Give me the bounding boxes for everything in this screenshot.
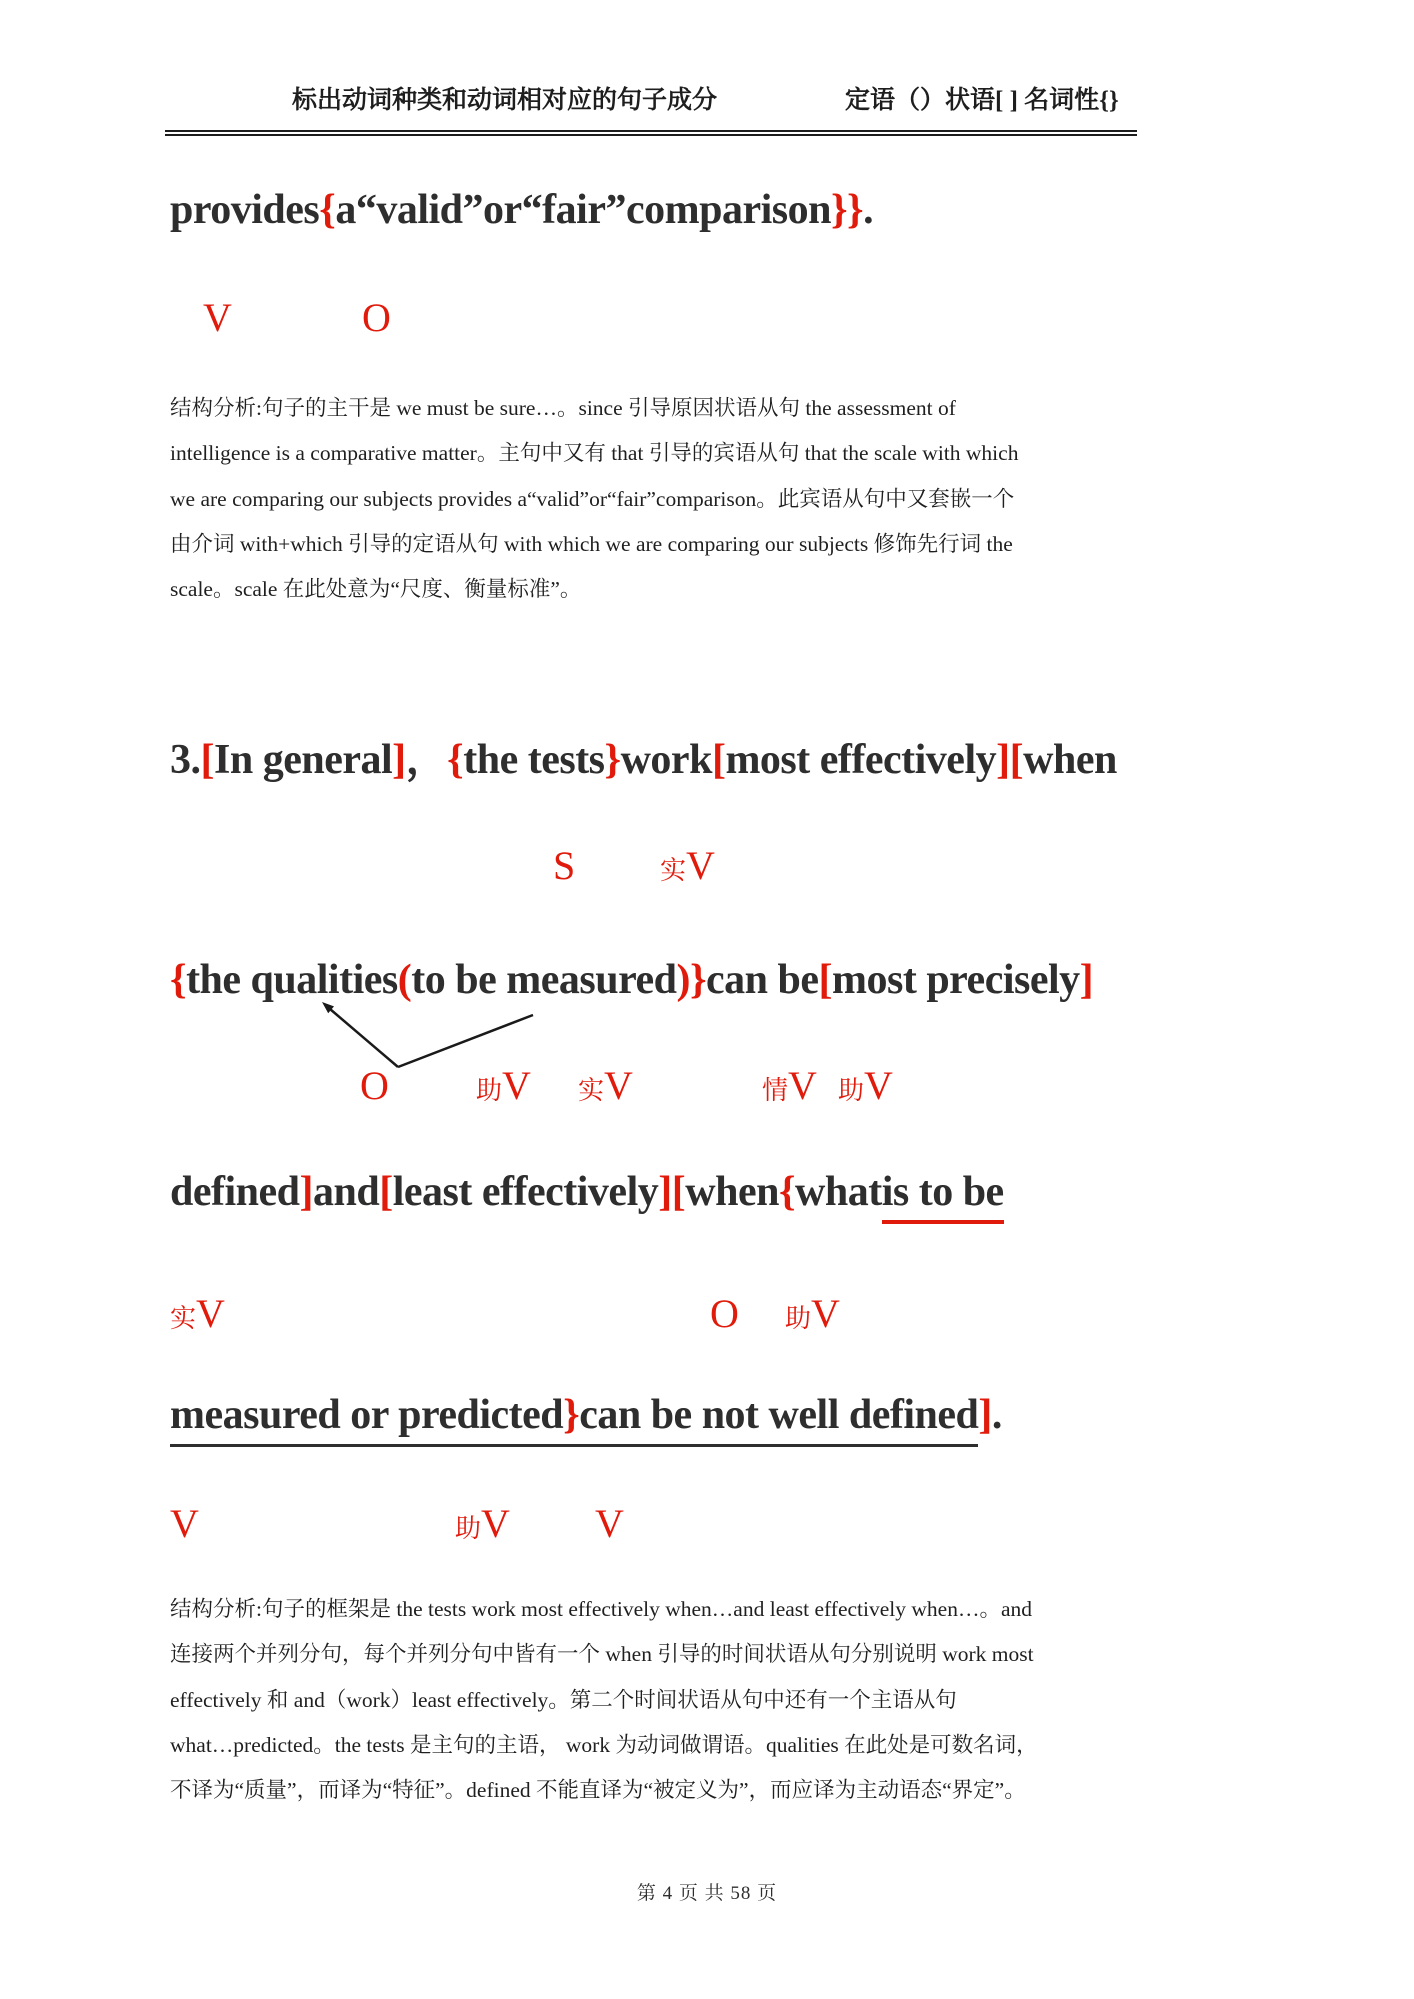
token: [ <box>671 1169 686 1215</box>
token: . <box>863 187 874 233</box>
token: [ <box>1009 737 1024 783</box>
grammar-label <box>170 1502 199 1546</box>
analysis-line: 不译为“质量”，而译为“特征”。defined 不能直译为“被定义为”，而应译为主动语态“界定”。 <box>170 1778 1026 1803</box>
token: In general <box>214 737 393 783</box>
token: )} <box>676 957 706 1003</box>
token: ， <box>405 737 448 783</box>
label-cjk-char: 助 <box>455 1514 482 1543</box>
token: ( <box>397 957 412 1003</box>
label-letter: O <box>362 295 391 340</box>
token: { <box>778 1169 796 1215</box>
token: [ <box>711 737 726 783</box>
label-cjk-char: 实 <box>660 856 687 885</box>
analysis-paragraph-1 <box>170 386 1018 612</box>
token: the qualities <box>186 957 398 1003</box>
label-cjk-char: 情 <box>762 1076 789 1105</box>
grammar-label <box>838 1064 893 1113</box>
label-letter: S <box>553 843 576 888</box>
arrow-line-left <box>330 1009 398 1067</box>
analysis-line: 连接两个并列分句，每个并列分句中皆有一个 when 引导的时间状语从句分别说明 work most <box>170 1642 1034 1667</box>
label-letter: V <box>595 1501 624 1546</box>
label-cjk-char: 助 <box>838 1076 865 1105</box>
token: ] <box>658 1169 672 1215</box>
token: and <box>313 1169 380 1215</box>
token: a“valid”or“fair”comparison <box>335 187 831 233</box>
grammar-label <box>710 1292 739 1336</box>
grammar-label <box>595 1502 624 1546</box>
grammar-label <box>203 296 232 340</box>
token: to be measured <box>411 957 677 1003</box>
label-letter: V <box>481 1501 510 1546</box>
grammar-labels-row-vo <box>0 296 1414 350</box>
label-letter: O <box>710 1291 739 1336</box>
grammar-label <box>578 1064 633 1113</box>
header-rule <box>165 130 1137 136</box>
token: when <box>1023 737 1117 783</box>
token: the tests <box>463 737 605 783</box>
analysis-line: 结构分析:句子的主干是 we must be sure…。since 引导原因状语从句 the assessment of <box>170 396 956 420</box>
grammar-label <box>660 844 715 893</box>
token: }} <box>830 187 864 233</box>
label-letter: V <box>203 295 232 340</box>
token: least effectively <box>392 1169 659 1215</box>
analysis-line: scale。scale 在此处意为“尺度、衡量标准”。 <box>170 577 582 602</box>
token: defined <box>170 1169 300 1215</box>
sentence2-line <box>170 184 873 236</box>
label-letter: V <box>686 843 715 888</box>
label-letter: V <box>170 1501 199 1546</box>
analysis-line: 由介词 with+which 引导的定语从句 with which we are comparing our subjects 修饰先行词 the <box>170 531 1013 556</box>
grammar-label <box>553 844 575 888</box>
token: most precisely <box>832 957 1080 1003</box>
grammar-label <box>455 1502 510 1551</box>
header-legend: 定语（）状语[ ] 名词性{} <box>845 87 1119 114</box>
grammar-labels-row-v2 <box>0 1292 1414 1346</box>
page-number-footer: 第 4 页 共 58 页 <box>636 1883 778 1904</box>
label-letter: V <box>604 1063 633 1108</box>
label-letter: V <box>502 1063 531 1108</box>
analysis-paragraph-2 <box>170 1587 1038 1813</box>
grammar-labels-row-o <box>0 1064 1414 1118</box>
grammar-label <box>785 1292 840 1341</box>
token: when <box>685 1169 779 1215</box>
sentence3-heading <box>170 734 1117 786</box>
token: what <box>795 1169 882 1215</box>
sentence3-line4 <box>170 1389 1002 1447</box>
grammar-labels-row-v3 <box>0 1502 1414 1556</box>
label-cjk-char: 实 <box>578 1076 605 1105</box>
token: is to be <box>882 1166 1004 1224</box>
token: ] <box>996 737 1010 783</box>
sentence3-line3 <box>170 1166 1004 1224</box>
grammar-labels-row-s <box>0 844 1414 898</box>
label-letter: O <box>360 1063 389 1108</box>
grammar-label <box>762 1064 817 1113</box>
token: ] <box>978 1392 992 1438</box>
token: { <box>170 957 187 1003</box>
arrow-line-right <box>398 1015 533 1067</box>
token: { <box>447 737 464 783</box>
token: ] <box>1079 957 1094 1003</box>
label-cjk-char: 助 <box>785 1304 812 1333</box>
token: { <box>319 187 336 233</box>
label-cjk-char: 助 <box>476 1076 503 1105</box>
token: measured or predicted <box>170 1389 563 1447</box>
token: provides <box>170 187 320 233</box>
token: [ <box>379 1169 393 1215</box>
analysis-line: we are comparing our subjects provides a“valid”or“fair”comparison。此宾语从句中又套嵌一个 <box>170 486 1015 511</box>
token: } <box>604 737 621 783</box>
label-letter: V <box>811 1291 840 1336</box>
token: can be <box>706 957 819 1003</box>
token: . <box>991 1392 1002 1438</box>
token: [ <box>200 737 214 783</box>
label-letter: V <box>864 1063 893 1108</box>
analysis-line: intelligence is a comparative matter。主句中又有 that 引导的宾语从句 that the scale with which <box>170 441 1019 466</box>
analysis-line: 结构分析:句子的框架是 the tests work most effectively when…and least effectively when…。and <box>170 1597 1033 1621</box>
grammar-label <box>170 1292 225 1341</box>
token: } <box>563 1389 579 1447</box>
label-cjk-char: 实 <box>170 1304 197 1333</box>
token: can be not well defined <box>579 1389 978 1447</box>
label-letter: V <box>788 1063 817 1108</box>
token: ] <box>299 1169 314 1215</box>
grammar-label <box>362 296 391 340</box>
token: 3. <box>170 737 201 783</box>
token: ] <box>392 737 406 783</box>
header-instruction: 标出动词种类和动词相对应的句子成分 <box>292 87 718 114</box>
token: [ <box>818 957 832 1003</box>
grammar-label <box>360 1064 389 1108</box>
token: most effectively <box>725 737 997 783</box>
token: work <box>620 737 712 783</box>
analysis-line: what…predicted。the tests 是主句的主语， work 为动词做谓语。qualities 在此处是可数名词， <box>170 1732 1038 1757</box>
analysis-line: effectively 和 and（work）least effectively。第二个时间状语从句中还有一个主语从句 <box>170 1687 957 1712</box>
grammar-label <box>476 1064 531 1113</box>
label-letter: V <box>196 1291 225 1336</box>
